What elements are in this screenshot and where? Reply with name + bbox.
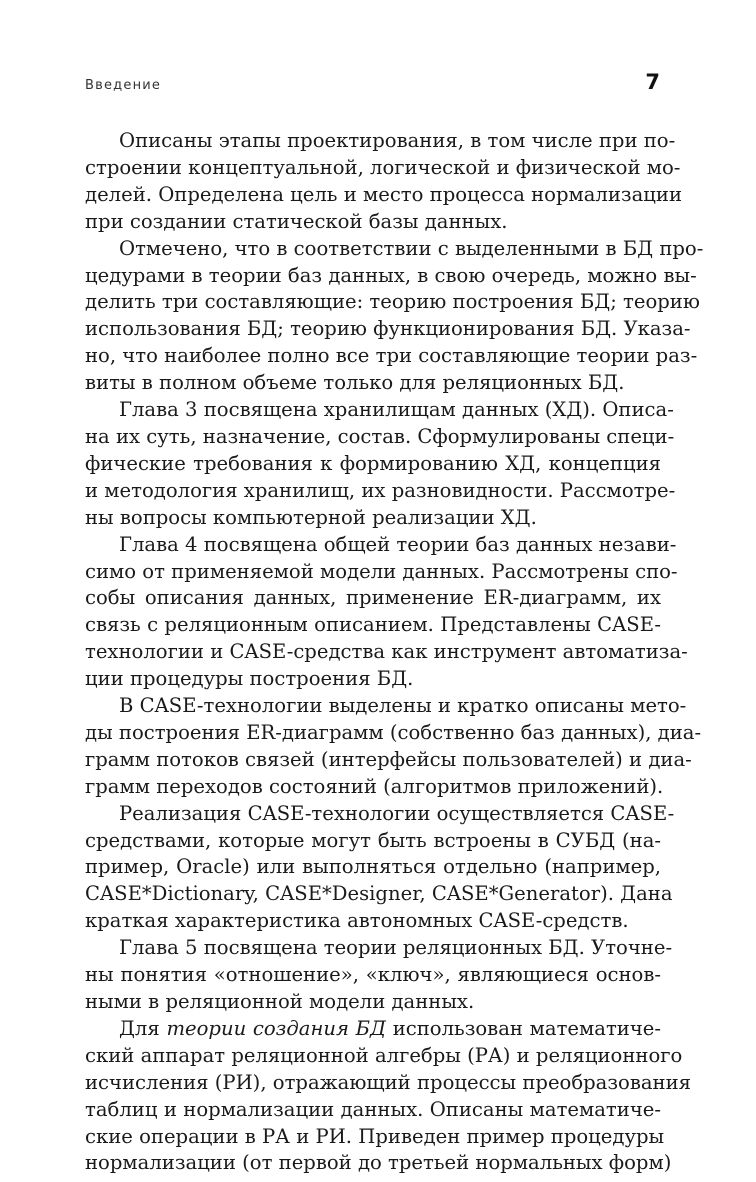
text-line: собы описания данных, применение ER-диаграмм, их bbox=[85, 586, 661, 610]
paragraph-2 bbox=[85, 236, 704, 397]
running-head-title: Введение bbox=[85, 78, 162, 93]
text-line: ские операции в РА и РИ. Приведен пример процедуры bbox=[85, 1124, 665, 1148]
text-line: нормализации (от первой до третьей нормальных форм) bbox=[85, 1151, 672, 1175]
text-line: Реализация CASE-технологии осуществляется CASE- bbox=[119, 801, 675, 825]
text-line: ды построения ER-диаграмм (собственно баз данных), диа- bbox=[85, 720, 702, 744]
text-line: В CASE-технологии выделены и кратко описаны мето- bbox=[119, 694, 687, 718]
text-line: фические требования к формированию ХД, концепция bbox=[85, 451, 661, 475]
italic-term: теории создания БД bbox=[166, 1016, 386, 1040]
text-line: пример, Oracle) или выполняться отдельно (например, bbox=[85, 855, 661, 879]
text-line: грамм потоков связей (интерфейсы пользователей) и диа- bbox=[85, 747, 692, 771]
text-line: Глава 4 посвящена общей теории баз данных незави- bbox=[119, 532, 677, 556]
text-line: CASE*Dictionary, CASE*Designer, CASE*Generator). Дана bbox=[85, 882, 673, 906]
text-line: краткая характеристика автономных CASE-средств. bbox=[85, 909, 629, 933]
text-line: делить три составляющие: теорию построения БД; теорию bbox=[85, 290, 700, 314]
text-line: технологии и CASE-средства как инструмент автоматиза- bbox=[85, 640, 688, 664]
text-line: ны понятия «отношение», «ключ», являющиеся основ- bbox=[85, 963, 661, 987]
text-line: связь с реляционным описанием. Представлены CASE- bbox=[85, 613, 661, 637]
text-line: делей. Определена цель и место процесса нормализации bbox=[85, 182, 683, 206]
text-line: на их суть, назначение, состав. Сформулированы специ- bbox=[85, 424, 675, 448]
text-line: средствами, которые могут быть встроены в СУБД (на- bbox=[85, 828, 661, 852]
paragraph-3 bbox=[85, 397, 676, 532]
text-line: и методология хранилищ, их разновидности. Рассмотре- bbox=[85, 478, 676, 502]
text-line: при создании статической базы данных. bbox=[85, 209, 508, 233]
page-number: 7 bbox=[645, 70, 660, 94]
text-line: симо от применяемой модели данных. Рассмотрены спо- bbox=[85, 559, 678, 583]
text-line: ны вопросы компьютерной реализации ХД. bbox=[85, 505, 537, 529]
text-line: Глава 3 посвящена хранилищам данных (ХД). Описа- bbox=[119, 398, 674, 422]
paragraph-6 bbox=[85, 801, 675, 936]
text-line: Отмечено, что в соответствии с выделенными в БД про- bbox=[119, 236, 704, 260]
text-line: строении концептуальной, логической и физической мо- bbox=[85, 155, 681, 179]
text-line: Описаны этапы проектирования, в том числе при по- bbox=[119, 129, 676, 152]
text-line bbox=[85, 1016, 661, 1043]
paragraph-7 bbox=[85, 935, 673, 1016]
main-text bbox=[85, 128, 704, 1177]
text-line: виты в полном объеме только для реляционных БД. bbox=[85, 371, 625, 395]
text-line: грамм переходов состояний (алгоритмов приложений). bbox=[85, 774, 664, 798]
text-line: ции процедуры построения БД. bbox=[85, 667, 414, 691]
text-line: исчисления (РИ), отражающий процессы преобразования bbox=[85, 1070, 692, 1094]
text-line: ными в реляционной модели данных. bbox=[85, 990, 475, 1013]
text-line: но, что наиболее полно все три составляющие теории раз- bbox=[85, 344, 698, 368]
text-line: Глава 5 посвящена теории реляционных БД. Уточне- bbox=[119, 936, 673, 960]
text-line: использования БД; теорию функционирования БД. Указа- bbox=[85, 317, 691, 341]
text-line: таблиц и нормализации данных. Описаны математиче- bbox=[85, 1097, 661, 1121]
paragraph-4 bbox=[85, 532, 688, 693]
paragraph-5 bbox=[85, 693, 702, 801]
text-run: Для bbox=[119, 1016, 167, 1040]
paragraph-1 bbox=[85, 128, 683, 236]
text-run: использован математиче- bbox=[386, 1016, 662, 1040]
paragraph-8 bbox=[85, 1016, 692, 1177]
text-line: ский аппарат реляционной алгебры (РА) и реляционного bbox=[85, 1043, 683, 1067]
text-line: цедурами в теории баз данных, в свою очередь, можно вы- bbox=[85, 263, 697, 287]
